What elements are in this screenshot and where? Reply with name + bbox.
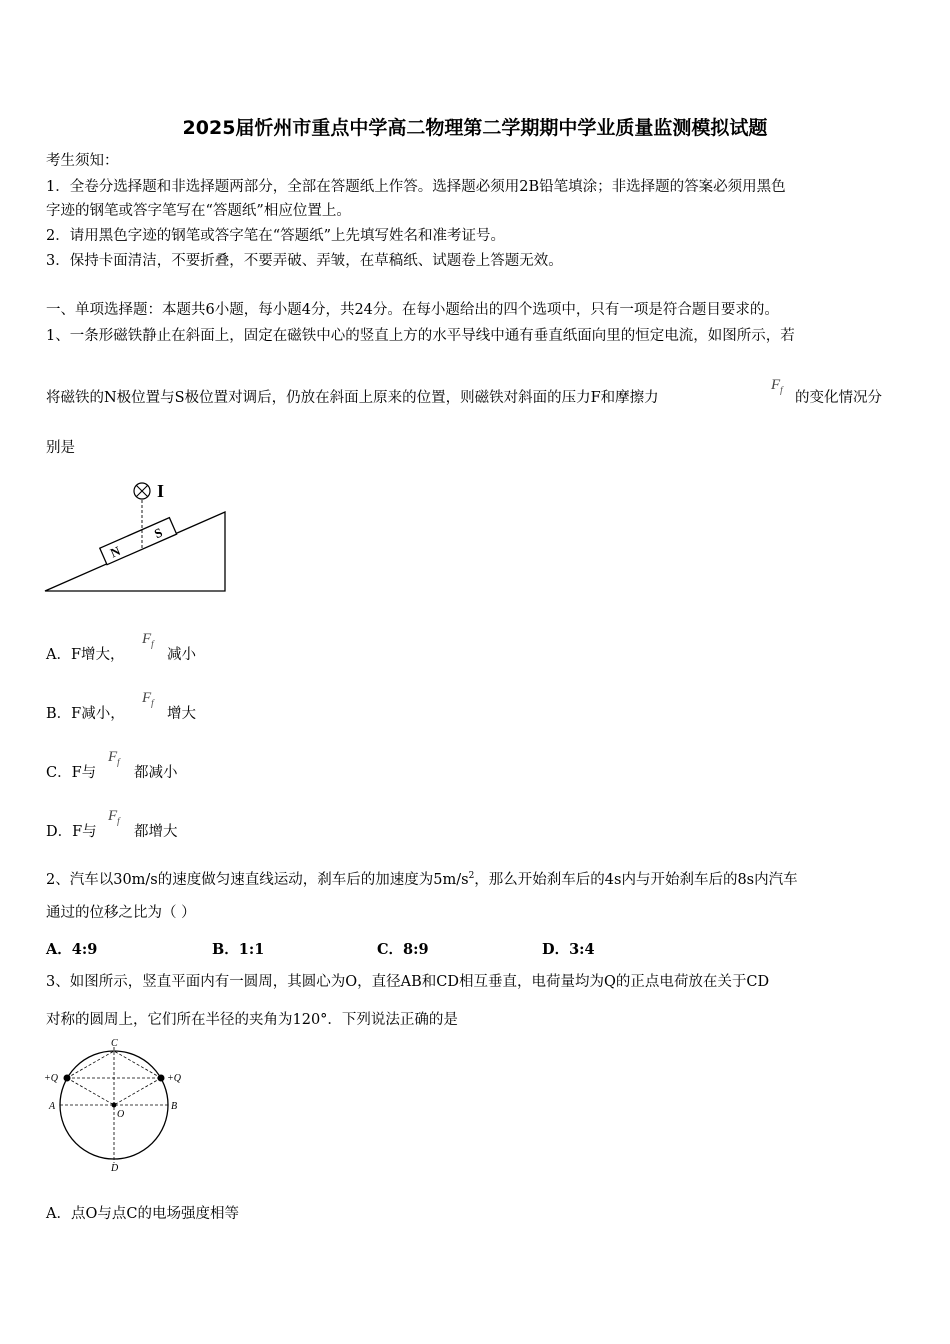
circle-charges-figure — [40, 1035, 190, 1175]
charge-left-dot — [64, 1075, 71, 1082]
q1-option-a[interactable]: A．F增大， — [46, 647, 125, 663]
q1-option-a-tail: 减小 — [167, 647, 196, 663]
notice-item-1-cont: 字迹的钢笔或答字笔写在“答题纸”相应位置上。 — [46, 203, 351, 219]
friction-symbol: $F_f$ — [142, 690, 154, 708]
notice-item-2: 2．请用黑色字迹的钢笔或答字笔在“答题纸”上先填写姓名和准考证号。 — [46, 228, 506, 244]
q1-option-b-tail: 增大 — [167, 706, 196, 722]
q2-line1: 2、汽车以30m/s的速度做匀速直线运动，刹车后的加速度为$5m/s^2$，那么开始刹车后的4s内与开始刹车后的8s内汽车 — [46, 871, 798, 888]
page-title: 2025届忻州市重点中学高二物理第二学期期中学业质量监测模拟试题 — [182, 117, 768, 139]
q1-option-c-tail: 都减小 — [134, 765, 178, 781]
q1-line3: 别是 — [46, 440, 75, 456]
current-label: I — [157, 481, 165, 501]
q1-line1: 1、一条形磁铁静止在斜面上，固定在磁铁中心的竖直上方的水平导线中通有垂直纸面向里的恒定电流，如图所示，若 — [46, 328, 795, 344]
label-q-left: +Q — [44, 1073, 58, 1084]
label-d: D — [111, 1163, 119, 1174]
friction-symbol: $F_f$ — [142, 631, 154, 649]
bar-magnet — [100, 518, 177, 565]
q3-line1: 3、如图所示，竖直平面内有一圆周，其圆心为O，直径AB和CD相互垂直，电荷量均为Q的正点电荷放在关于CD — [46, 974, 770, 990]
q2-option-d[interactable]: D．3:4 — [542, 941, 595, 958]
charge-right-dot — [158, 1075, 165, 1082]
q2-option-a[interactable]: A．4:9 — [46, 941, 98, 958]
q3-option-a[interactable]: A．点O与点C的电场强度相等 — [46, 1206, 239, 1222]
q1-option-d[interactable]: D．F与 — [46, 824, 97, 840]
friction-symbol: $F_f$ — [108, 808, 120, 826]
magnet-n-label: N — [107, 543, 123, 561]
q2-line2: 通过的位移之比为（ ） — [46, 905, 196, 921]
label-q-right: +Q — [167, 1073, 181, 1084]
q1-option-b[interactable]: B．F减小， — [46, 706, 125, 722]
incline-magnet-figure — [44, 476, 229, 596]
q1-option-c[interactable]: C．F与 — [46, 765, 97, 781]
q3-line2: 对称的圆周上，它们所在半径的夹角为120°．下列说法正确的是 — [46, 1012, 458, 1028]
notice-item-3: 3．保持卡面清洁，不要折叠，不要弄破、弄皱，在草稿纸、试题卷上答题无效。 — [46, 253, 563, 269]
q1-line2b: 的变化情况分 — [795, 390, 882, 406]
q2-option-c[interactable]: C．8:9 — [377, 941, 429, 958]
notice-item-1: 1．全卷分选择题和非选择题两部分，全部在答题纸上作答。选择题必须用2B铅笔填涂；非选择题的答案必须用黑色 — [46, 179, 786, 195]
q1-option-d-tail: 都增大 — [134, 824, 178, 840]
q1-line2a: 将磁铁的N极位置与S极位置对调后，仍放在斜面上原来的位置，则磁铁对斜面的压力F和摩擦力 — [46, 390, 659, 406]
friction-symbol: $F_f$ — [108, 749, 120, 767]
section-heading: 一、单项选择题：本题共6小题，每小题4分，共24分。在每小题给出的四个选项中，只有一项是符合题目要求的。 — [46, 302, 779, 318]
label-b: B — [171, 1101, 178, 1112]
label-c: C — [111, 1038, 118, 1049]
q2-option-b[interactable]: B．1:1 — [212, 941, 265, 958]
label-o: O — [117, 1109, 125, 1120]
magnet-s-label: S — [151, 524, 165, 542]
center-dot — [112, 1103, 117, 1108]
friction-symbol: $F_f$ — [771, 377, 783, 395]
notice-heading: 考生须知： — [46, 153, 119, 169]
label-a: A — [49, 1101, 56, 1112]
